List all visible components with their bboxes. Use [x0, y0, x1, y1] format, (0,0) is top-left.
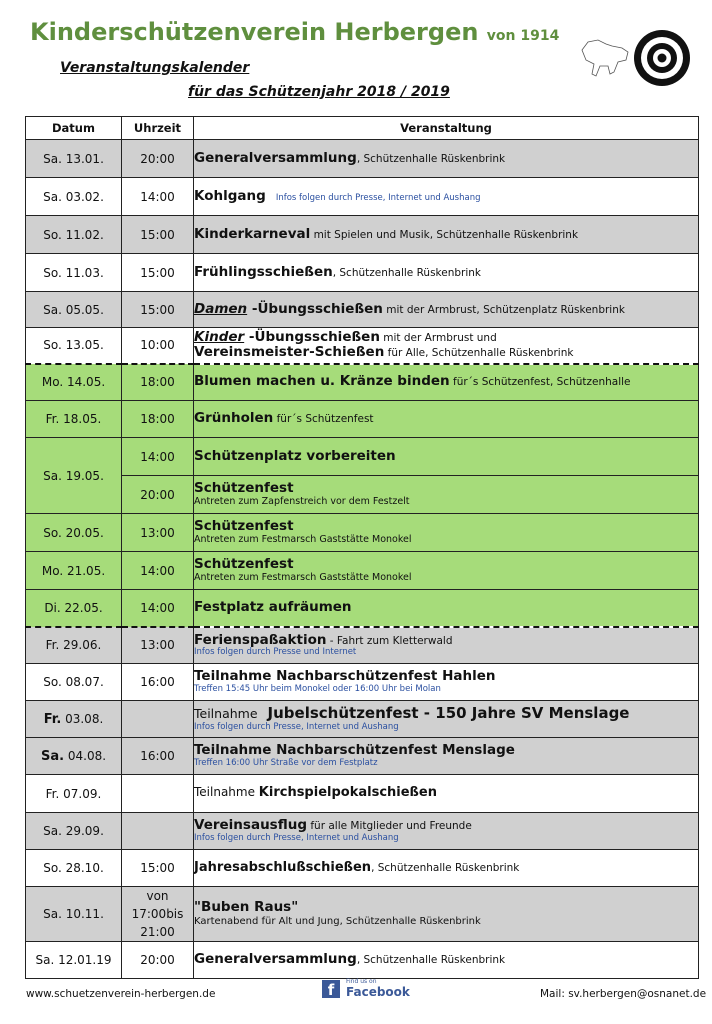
- mail-address[interactable]: Mail: sv.herbergen@osnanet.de: [540, 988, 707, 1000]
- event-cell: [194, 850, 699, 887]
- date-cell: Sa. 10.11.: [26, 887, 122, 942]
- table-row: [26, 178, 699, 216]
- date-cell: So. 08.07.: [26, 664, 122, 701]
- date-cell: So. 11.03.: [26, 254, 122, 292]
- table-row: [26, 775, 699, 813]
- date-cell: So. 11.02.: [26, 216, 122, 254]
- event-cell: [194, 775, 699, 813]
- table-row: [26, 850, 699, 887]
- event-cell: [194, 738, 699, 775]
- event-note-2: für Alle, Schützenhalle Rüskenbrink: [384, 347, 574, 360]
- date-cell: Sa. 29.09.: [26, 813, 122, 850]
- time-to: bis 21:00: [140, 907, 184, 939]
- event-cell: [194, 590, 699, 627]
- event-cell: [194, 813, 699, 850]
- event-cell: [194, 216, 699, 254]
- event-sub: Antreten zum Festmarsch Gaststätte Monokel: [194, 533, 412, 545]
- event-title: Grünholen: [194, 410, 274, 427]
- time-cell: 15:00: [122, 216, 194, 254]
- event-title-emphasis: Damen: [194, 300, 248, 317]
- event-note: mit Spielen und Musik, Schützenhalle Rüskenbrink: [310, 228, 579, 241]
- event-sub: Antreten zum Festmarsch Gaststätte Monokel: [194, 571, 412, 583]
- event-cell: [194, 254, 699, 292]
- event-title: Kohlgang: [194, 187, 266, 204]
- event-cell: [194, 364, 699, 401]
- header-event: Veranstaltung: [194, 117, 699, 140]
- time-from: von 17:00: [131, 889, 169, 921]
- event-info: Infos folgen durch Presse, Internet und Aushang: [194, 832, 399, 843]
- event-title: Schützenplatz vorbereiten: [194, 447, 396, 464]
- time-cell: [122, 887, 194, 942]
- event-cell: [194, 627, 699, 664]
- time-cell: [122, 813, 194, 850]
- time-cell: 18:00: [122, 401, 194, 438]
- date-cell: Sa. 03.02.: [26, 178, 122, 216]
- time-cell: 15:00: [122, 850, 194, 887]
- time-cell: 16:00: [122, 664, 194, 701]
- table-row: [26, 401, 699, 438]
- event-title: -Übungsschießen: [247, 300, 383, 317]
- event-cell: [194, 942, 699, 979]
- event-note: mit der Armbrust und: [379, 331, 497, 344]
- event-note: , Schützenhalle Rüskenbrink: [356, 954, 506, 967]
- event-note: für´s Schützenfest: [273, 413, 374, 426]
- date-day: 03.08.: [61, 711, 104, 726]
- event-info: Treffen 16:00 Uhr Straße vor dem Festplatz: [194, 757, 378, 768]
- event-title: -Übungsschießen: [244, 328, 380, 345]
- table-row: [26, 292, 699, 328]
- event-cell: [194, 887, 699, 942]
- table-row: [26, 738, 699, 775]
- event-info: Infos folgen durch Presse, Internet und Aushang: [194, 721, 399, 732]
- event-title-2: Vereinsmeister-Schießen: [194, 344, 385, 361]
- event-title-emphasis: Kinder: [194, 328, 245, 345]
- table-row: [26, 514, 699, 552]
- facebook-icon: f: [322, 980, 340, 998]
- date-cell: So. 13.05.: [26, 328, 122, 364]
- time-cell: 14:00: [122, 178, 194, 216]
- event-title: Generalversammlung: [194, 951, 357, 968]
- table-header-row: [26, 117, 699, 140]
- event-title: Schützenfest: [194, 480, 294, 497]
- time-cell: 20:00: [122, 942, 194, 979]
- event-title: Ferienspaßaktion: [194, 631, 327, 648]
- header-date: Datum: [26, 117, 122, 140]
- date-day: 04.08.: [64, 748, 107, 763]
- event-cell: [194, 552, 699, 590]
- event-cell: [194, 140, 699, 178]
- event-note: , Schützenhalle Rüskenbrink: [332, 266, 482, 279]
- event-title: Teilnahme Nachbarschützenfest Menslage: [194, 742, 515, 759]
- date-cell: Mo. 14.05.: [26, 364, 122, 401]
- date-cell: [26, 738, 122, 775]
- event-title: Frühlingsschießen: [194, 263, 333, 280]
- time-cell: 14:00: [122, 552, 194, 590]
- event-info: Treffen 15:45 Uhr beim Monokel oder 16:00 Uhr bei Molan: [194, 683, 441, 694]
- table-row: [26, 254, 699, 292]
- date-cell: Mo. 21.05.: [26, 552, 122, 590]
- event-title: Kinderkarneval: [194, 225, 311, 242]
- facebook-label: Facebook: [346, 985, 410, 999]
- event-note: für alle Mitglieder und Freunde: [307, 820, 472, 833]
- target-logo-icon: [578, 28, 690, 90]
- event-title: Teilnahme Nachbarschützenfest Hahlen: [194, 668, 496, 685]
- table-row: [26, 216, 699, 254]
- event-calendar-table: [25, 116, 699, 979]
- event-cell: [194, 476, 699, 514]
- date-cell: Sa. 12.01.19: [26, 942, 122, 979]
- time-cell: 18:00: [122, 364, 194, 401]
- event-cell: [194, 401, 699, 438]
- header-time: Uhrzeit: [122, 117, 194, 140]
- event-cell: [194, 178, 699, 216]
- event-title: "Buben Raus": [194, 899, 299, 916]
- event-title: Vereinsausflug: [194, 817, 307, 834]
- time-cell: 14:00: [122, 438, 194, 476]
- table-row: [26, 140, 699, 178]
- club-title: [30, 18, 559, 46]
- date-weekday: Sa.: [40, 748, 65, 764]
- facebook-badge[interactable]: [322, 978, 412, 1004]
- event-note: - Fahrt zum Kletterwald: [326, 634, 453, 647]
- event-note: , Schützenhalle Rüskenbrink: [356, 152, 506, 165]
- date-cell: [26, 701, 122, 738]
- time-cell: 15:00: [122, 292, 194, 328]
- time-cell: 10:00: [122, 328, 194, 364]
- time-cell: 20:00: [122, 140, 194, 178]
- date-weekday: Fr.: [43, 711, 62, 727]
- table-row: [26, 364, 699, 401]
- date-cell: Sa. 13.01.: [26, 140, 122, 178]
- event-title: Festplatz aufräumen: [194, 598, 352, 615]
- event-title: Jahresabschlußschießen: [194, 859, 372, 875]
- time-cell: [122, 775, 194, 813]
- event-sub: Kartenabend für Alt und Jung, Schützenhalle Rüskenbrink: [194, 916, 481, 927]
- event-cell: [194, 438, 699, 476]
- table-row: [26, 328, 699, 364]
- event-note: für´s Schützenfest, Schützenhalle: [449, 376, 631, 389]
- event-cell: [194, 328, 699, 364]
- event-title: Schützenfest: [194, 556, 294, 573]
- table-row: [26, 438, 699, 476]
- time-cell: 13:00: [122, 627, 194, 664]
- event-cell: [194, 701, 699, 738]
- event-title: Kirchspielpokalschießen: [258, 785, 437, 801]
- club-since: von 1914: [486, 28, 560, 44]
- table-row: [26, 887, 699, 942]
- time-cell: 13:00: [122, 514, 194, 552]
- calendar-subtitle: Veranstaltungskalender: [60, 60, 250, 76]
- event-sub: Antreten zum Zapfenstreich vor dem Festzelt: [194, 495, 410, 507]
- time-cell: 14:00: [122, 590, 194, 627]
- event-title: Blumen machen u. Kränze binden: [194, 373, 450, 390]
- table-row: [26, 942, 699, 979]
- event-prefix: Teilnahme: [194, 785, 259, 800]
- facebook-find-us: Find us on: [346, 978, 377, 985]
- season-subtitle: für das Schützenjahr 2018 / 2019: [188, 84, 450, 100]
- time-cell: 15:00: [122, 254, 194, 292]
- date-cell: So. 28.10.: [26, 850, 122, 887]
- table-row: [26, 701, 699, 738]
- event-title: Schützenfest: [194, 518, 294, 535]
- table-row: [26, 627, 699, 664]
- date-cell: Fr. 18.05.: [26, 401, 122, 438]
- date-cell: Sa. 05.05.: [26, 292, 122, 328]
- date-cell: Fr. 07.09.: [26, 775, 122, 813]
- event-cell: [194, 514, 699, 552]
- event-cell: [194, 292, 699, 328]
- website-link[interactable]: www.schuetzenverein-herbergen.de: [26, 988, 216, 1000]
- date-cell: So. 20.05.: [26, 514, 122, 552]
- date-cell: Di. 22.05.: [26, 590, 122, 627]
- event-note: , Schützenhalle Rüskenbrink: [371, 861, 520, 874]
- time-cell: 20:00: [122, 476, 194, 514]
- table-row: [26, 590, 699, 627]
- table-row: [26, 664, 699, 701]
- event-info: Infos folgen durch Presse und Internet: [194, 647, 357, 658]
- event-prefix: Teilnahme: [194, 706, 258, 722]
- table-row: [26, 476, 699, 514]
- date-cell: Sa. 19.05.: [26, 438, 122, 514]
- club-name: Kinderschützenverein Herbergen: [30, 18, 479, 46]
- event-title: Generalversammlung: [194, 149, 357, 166]
- date-cell: Fr. 29.06.: [26, 627, 122, 664]
- time-cell: 16:00: [122, 738, 194, 775]
- time-cell: [122, 701, 194, 738]
- event-title: Jubelschützenfest - 150 Jahre SV Menslage: [267, 704, 630, 723]
- event-note: mit der Armbrust, Schützenplatz Rüskenbrink: [382, 303, 625, 316]
- table-row: [26, 813, 699, 850]
- event-cell: [194, 664, 699, 701]
- event-info: Infos folgen durch Presse, Internet und Aushang: [275, 192, 481, 203]
- table-row: [26, 552, 699, 590]
